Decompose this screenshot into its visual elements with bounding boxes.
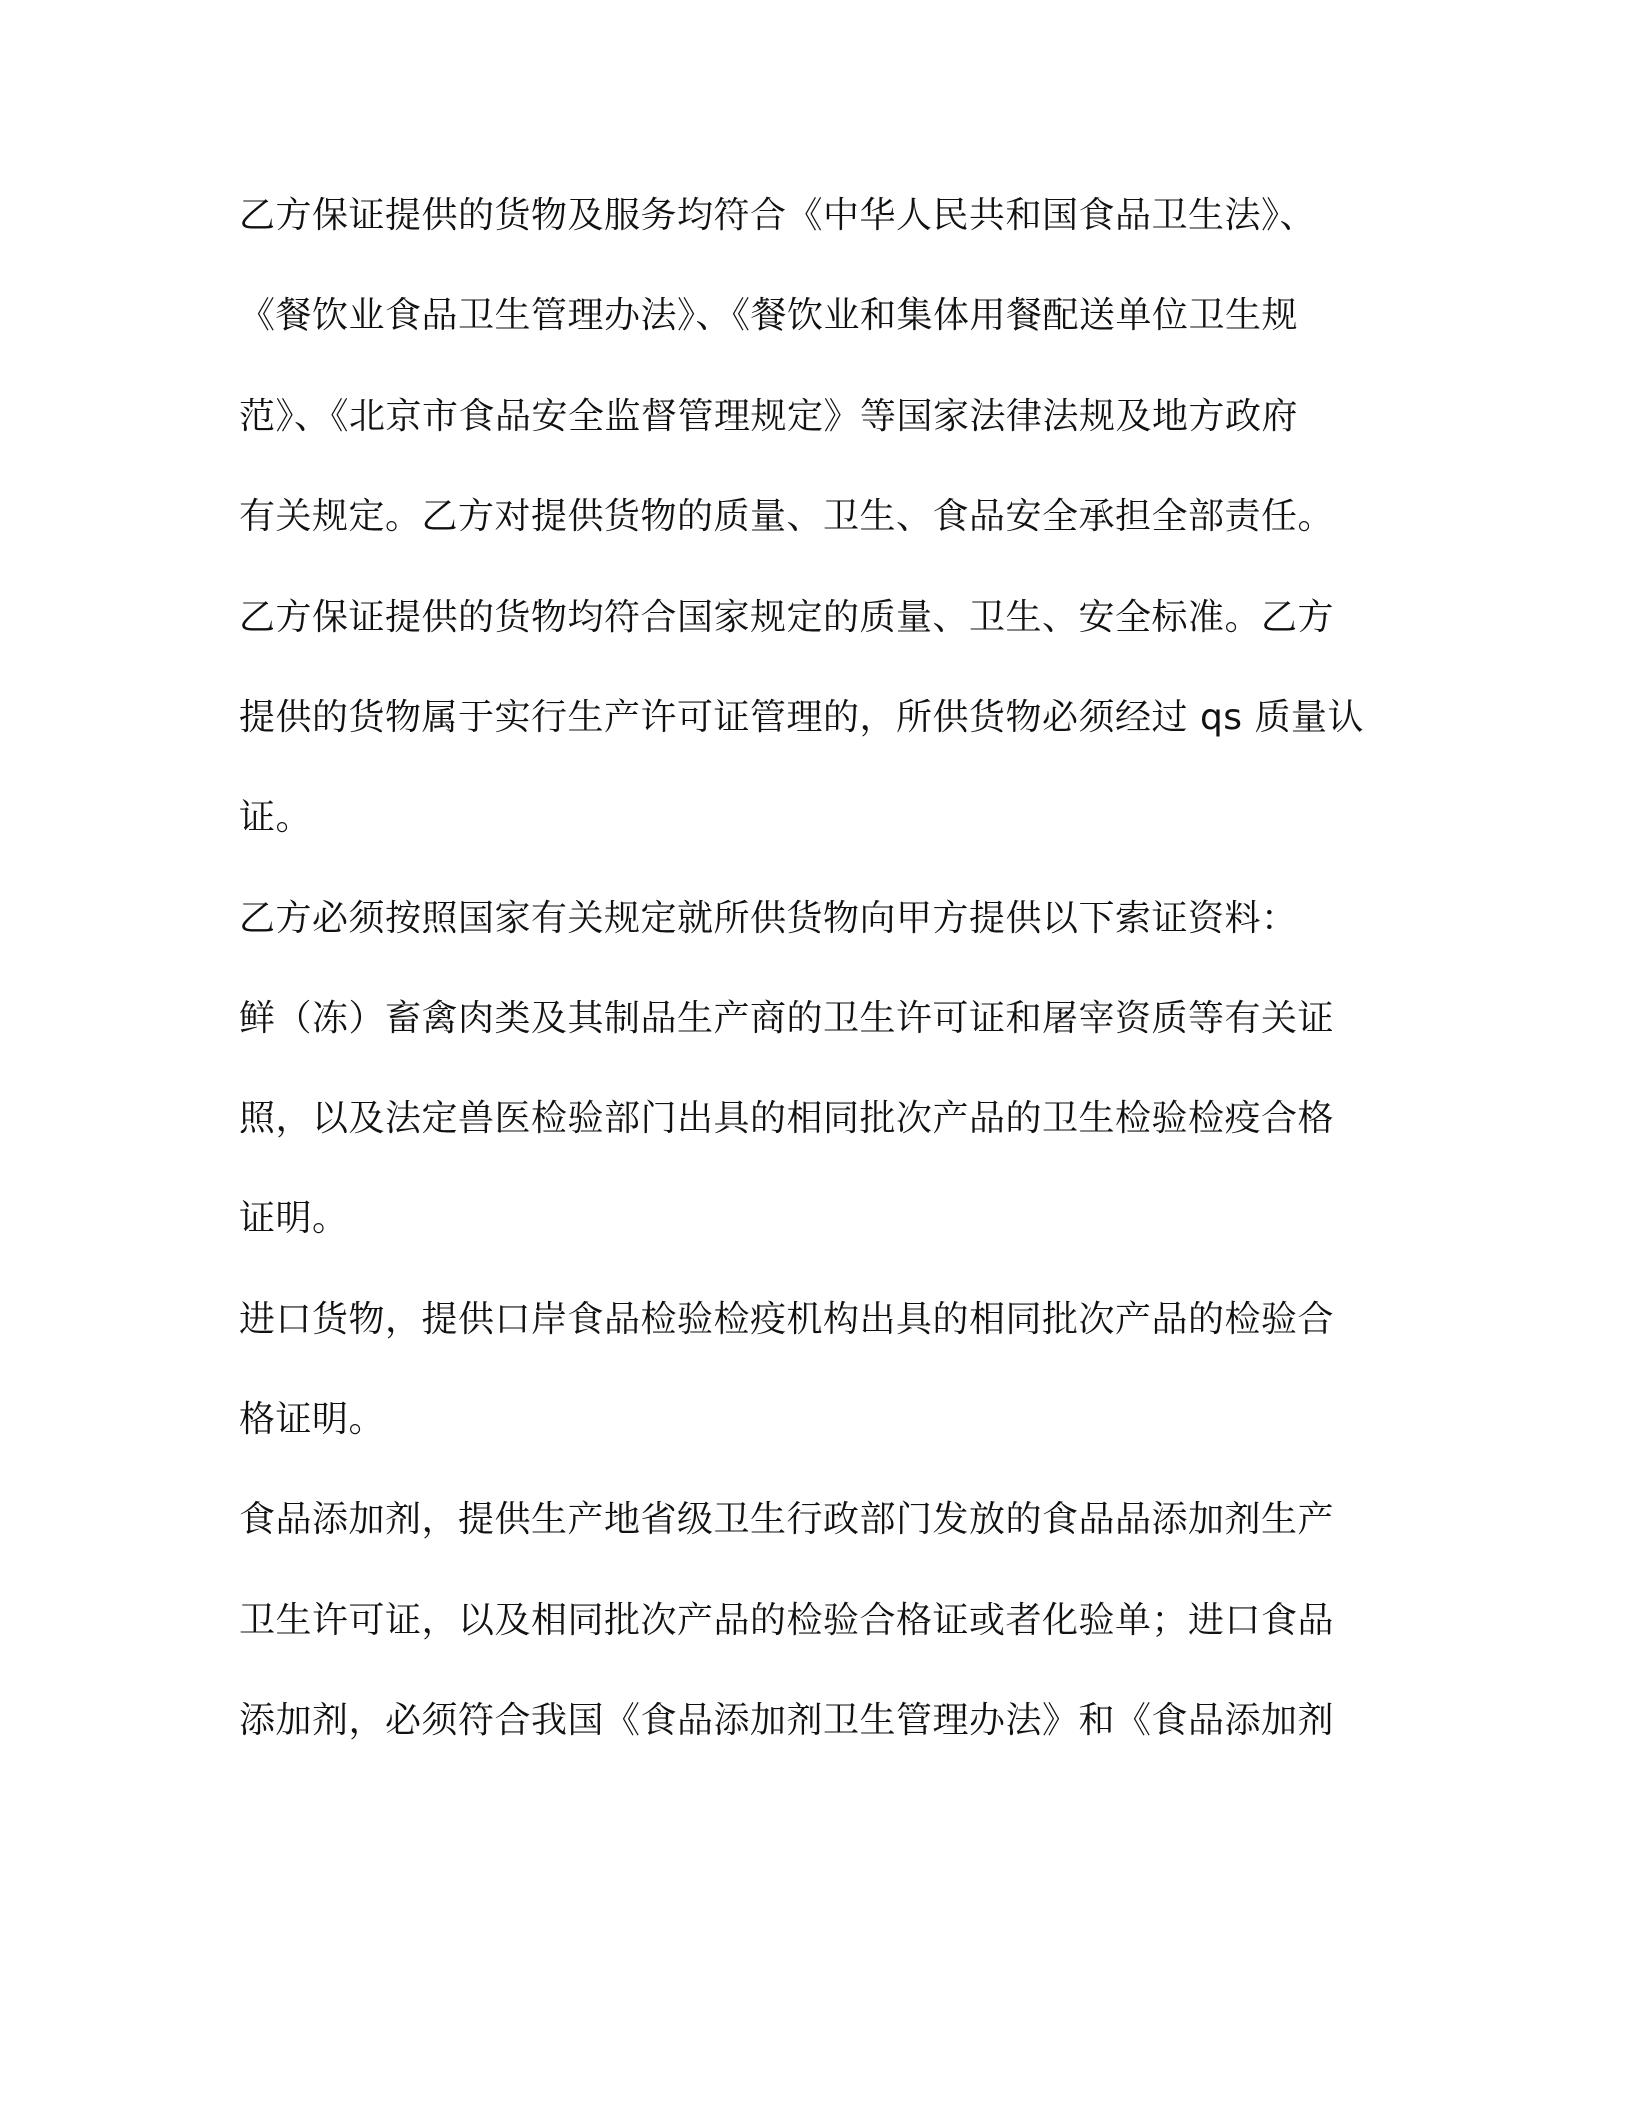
text-line-14: 食品添加剂，提供生产地省级卫生行政部门发放的食品品添加剂生产 (239, 1499, 1335, 1540)
text-line-5: 乙方保证提供的货物均符合国家规定的质量、卫生、安全标准。乙方 (239, 597, 1335, 638)
text-line-3: 范》、《北京市食品安全监督管理规定》等国家法律法规及地方政府 (239, 396, 1299, 437)
text-line-10: 照，以及法定兽医检验部门出具的相同批次产品的卫生检验检疫合格 (239, 1098, 1335, 1139)
text-line-8: 乙方必须按照国家有关规定就所供货物向甲方提供以下索证资料： (239, 898, 1298, 939)
text-line-12: 进口货物，提供口岸食品检验检疫机构出具的相同批次产品的检验合 (239, 1299, 1335, 1340)
text-line-7: 证。 (239, 797, 313, 838)
text-line-9: 鲜（冻）畜禽肉类及其制品生产商的卫生许可证和屠宰资质等有关证 (239, 998, 1335, 1039)
text-line-1: 乙方保证提供的货物及服务均符合《中华人民共和国食品卫生法》、 (239, 195, 1317, 236)
text-line-4: 有关规定。乙方对提供货物的质量、卫生、食品安全承担全部责任。 (239, 496, 1335, 537)
text-line-11: 证明。 (239, 1198, 349, 1239)
text-line-16: 添加剂，必须符合我国《食品添加剂卫生管理办法》和《食品添加剂 (239, 1700, 1335, 1741)
text-line-13: 格证明。 (239, 1399, 386, 1440)
text-line-2: 《餐饮业食品卫生管理办法》、《餐饮业和集体用餐配送单位卫生规 (239, 295, 1299, 336)
text-line-15: 卫生许可证，以及相同批次产品的检验合格证或者化验单；进口食品 (239, 1600, 1335, 1641)
text-line-6: 提供的货物属于实行生产许可证管理的，所供货物必须经过 qs 质量认 (239, 697, 1364, 738)
